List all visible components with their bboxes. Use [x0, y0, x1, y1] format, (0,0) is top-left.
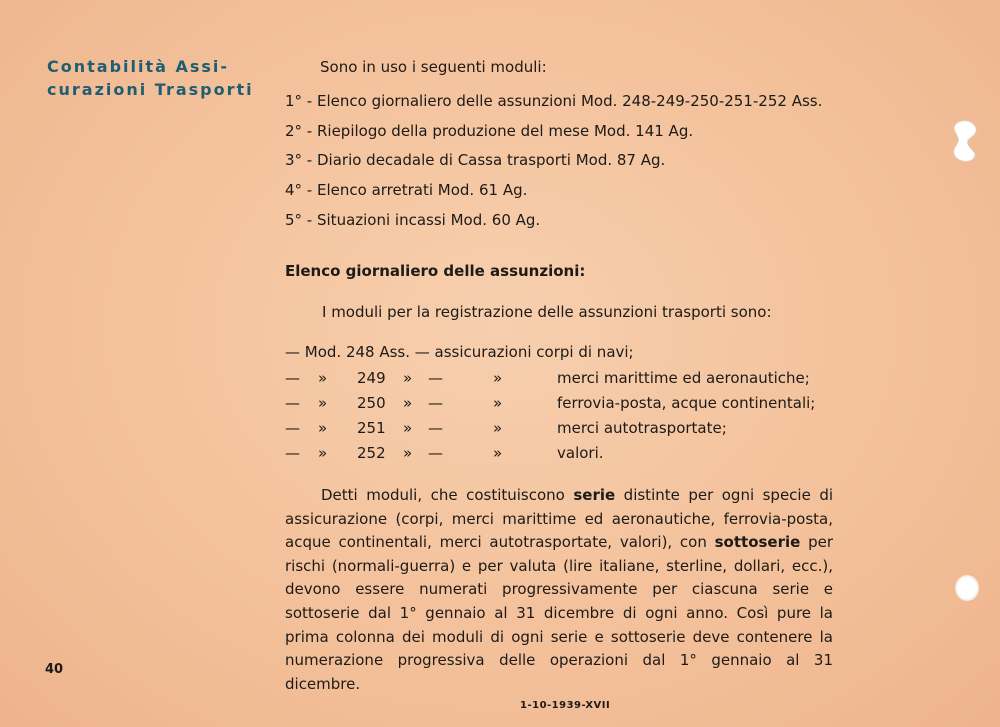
paragraph-text: per rischi (normali-guerra) e per valuta (lire italiane, sterline, dollari, ecc.), devono essere numerati progressivamente per ciascuna serie e sottoserie dal 1° gennaio al 31 dicembre di ogni anno. Così pure la prima colonna dei moduli di ogni serie e sottoserie deve contenere la numerazione progressiva delle operazioni dal 1° gennaio al 31 dicembre. — [285, 533, 833, 693]
ditto-mark: » — [493, 419, 503, 437]
section-title-line-1: Contabilità Assi- — [47, 57, 230, 76]
ditto-mark: » — [318, 444, 328, 462]
dash-mark: — — [428, 419, 443, 437]
section-heading: Elenco giornaliero delle assunzioni: — [285, 262, 586, 280]
dash-mark: — — [285, 394, 300, 412]
list-item: 5° - Situazioni incassi Mod. 60 Ag. — [285, 211, 541, 229]
module-row-first: — Mod. 248 Ass. — assicurazioni corpi di navi; — [285, 343, 634, 361]
dash-mark: — — [428, 369, 443, 387]
punch-hole-icon — [955, 575, 979, 601]
module-number: 252 — [357, 444, 386, 462]
page-number: 40 — [45, 662, 64, 677]
modules-intro: I moduli per la registrazione delle assunzioni trasporti sono: — [322, 303, 772, 321]
module-row — [285, 419, 845, 439]
module-row — [285, 369, 845, 389]
module-description: merci autotrasportate; — [557, 419, 727, 437]
list-item: 2° - Riepilogo della produzione del mese Mod. 141 Ag. — [285, 122, 694, 140]
body-paragraph — [285, 484, 833, 696]
list-item: 1° - Elenco giornaliero delle assunzioni Mod. 248-249-250-251-252 Ass. — [285, 92, 823, 110]
ditto-mark: » — [403, 369, 413, 387]
bold-term-serie: serie — [573, 486, 616, 504]
module-description: valori. — [557, 444, 604, 462]
torn-punch-hole-icon — [948, 118, 982, 164]
list-item: 3° - Diario decadale di Cassa trasporti Mod. 87 Ag. — [285, 151, 666, 169]
ditto-mark: » — [493, 444, 503, 462]
module-number: 251 — [357, 419, 386, 437]
dash-mark: — — [285, 419, 300, 437]
module-row — [285, 444, 845, 464]
ditto-mark: » — [493, 394, 503, 412]
module-number: 250 — [357, 394, 386, 412]
list-item: 4° - Elenco arretrati Mod. 61 Ag. — [285, 181, 528, 199]
paragraph-text: Detti moduli, che costituiscono — [321, 486, 574, 504]
ditto-mark: » — [403, 394, 413, 412]
dash-mark: — — [428, 394, 443, 412]
module-number: 249 — [357, 369, 386, 387]
footer-date: 1-10-1939-XVII — [520, 700, 611, 711]
paragraph-text: distinte per ogni specie di assicurazione (corpi, merci marittime ed aeronautiche, ferrovia-posta, acque continentali, merci autotrasportate, valori), con — [285, 486, 834, 552]
bold-term-sottoserie: sottoserie — [714, 533, 801, 552]
module-description: ferrovia-posta, acque continentali; — [557, 394, 816, 412]
module-description: merci marittime ed aeronautiche; — [557, 369, 810, 387]
ditto-mark: » — [403, 419, 413, 437]
dash-mark: — — [285, 444, 300, 462]
intro-text: Sono in uso i seguenti moduli: — [320, 58, 547, 76]
ditto-mark: » — [318, 419, 328, 437]
ditto-mark: » — [318, 369, 328, 387]
section-title-line-2: curazioni Trasporti — [47, 80, 254, 99]
module-row — [285, 394, 845, 414]
dash-mark: — — [285, 369, 300, 387]
ditto-mark: » — [403, 444, 413, 462]
ditto-mark: » — [493, 369, 503, 387]
ditto-mark: » — [318, 394, 328, 412]
dash-mark: — — [428, 444, 443, 462]
section-title — [47, 55, 254, 101]
